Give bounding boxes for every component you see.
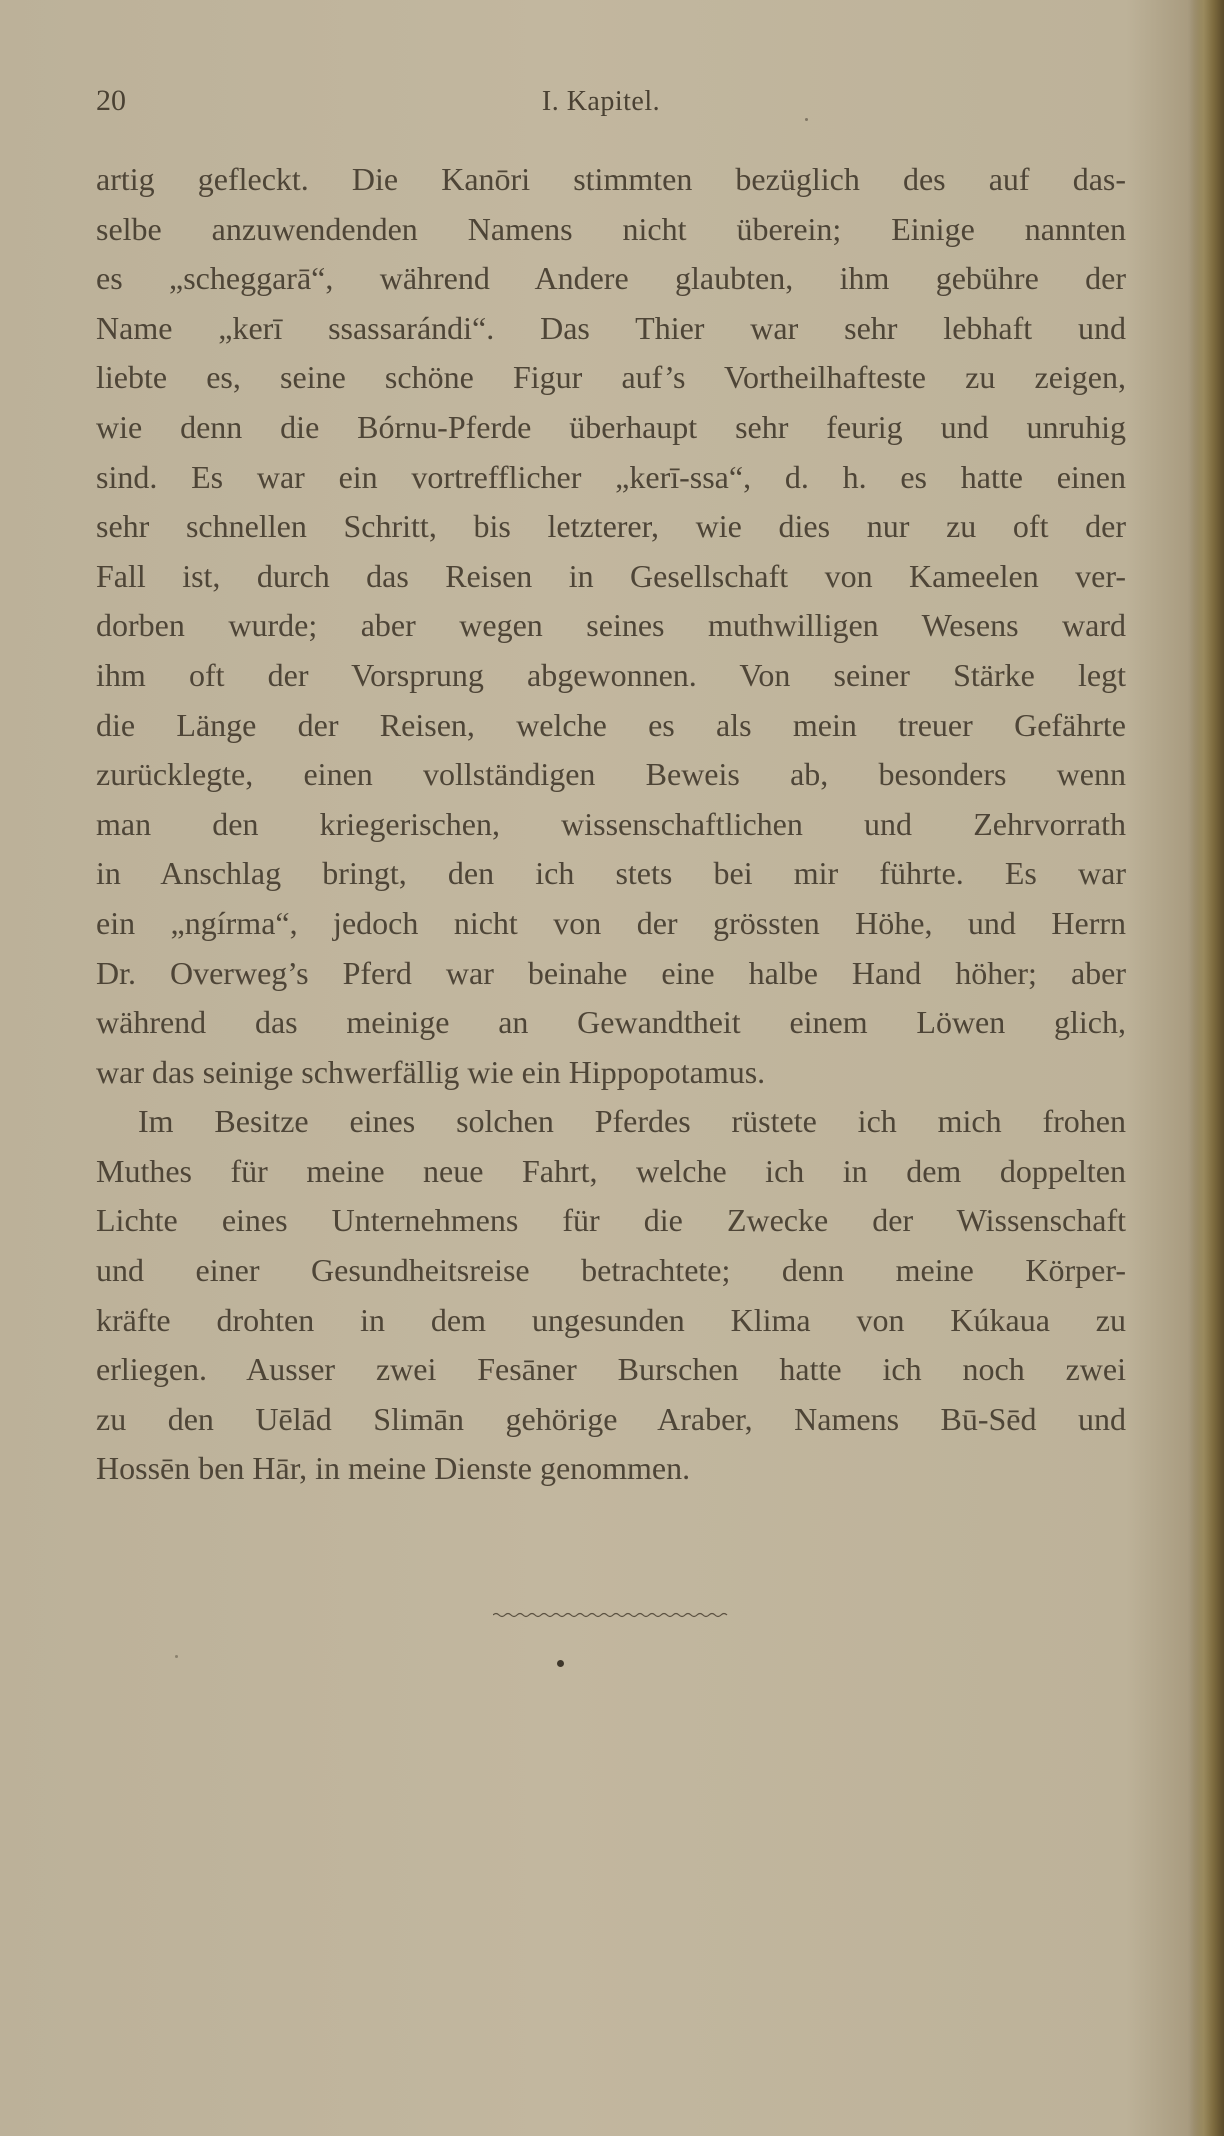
text-line: kräfte drohten in dem ungesunden Klima von Kúkaua zu [96, 1301, 1126, 1338]
text-line: sehr schnellen Schritt, bis letzterer, wie dies nur zu oft der [96, 508, 1126, 545]
text-line: Name „kerī ssassarándi“. Das Thier war sehr lebhaft und [96, 309, 1126, 346]
text-line: Muthes für meine neue Fahrt, welche ich in dem doppelten [96, 1152, 1126, 1189]
text-line: man den kriegerischen, wissenschaftlichen und Zehrvorrath [96, 805, 1126, 842]
text-line: die Länge der Reisen, welche es als mein treuer Gefährte [96, 706, 1126, 743]
paragraph-2 [96, 1097, 1126, 1494]
text-line: zu den Uēlād Slimān gehörige Araber, Namens Bū-Sēd und [96, 1400, 1126, 1437]
text-line: Dr. Overweg’s Pferd war beinahe eine halbe Hand höher; aber [96, 954, 1126, 991]
text-line: selbe anzuwendenden Namens nicht überein; Einige nannten [96, 210, 1126, 247]
text-line: artig gefleckt. Die Kanōri stimmten bezüglich des auf das- [96, 161, 1126, 197]
text-line: war das seinige schwerfällig wie ein Hippopotamus. [96, 1053, 766, 1090]
text-line: Hossēn ben Hār, in meine Dienste genommen. [96, 1450, 691, 1487]
text-line: es „scheggarā“, während Andere glaubten, ihm gebühre der [96, 260, 1126, 297]
ink-speck [175, 1655, 178, 1658]
text-line: wie denn die Bórnu-Pferde überhaupt sehr feurig und unruhig [96, 408, 1126, 445]
paragraph-1 [96, 155, 1126, 1097]
ink-speck [805, 118, 808, 121]
text-line: ein „ngírma“, jedoch nicht von der grössten Höhe, und Herrn [96, 904, 1126, 941]
page-number: 20 [96, 84, 126, 117]
end-ornament [493, 1612, 729, 1618]
body-text [96, 155, 1126, 1494]
text-line: Im Besitze eines solchen Pferdes rüstete ich mich frohen [138, 1103, 1126, 1140]
text-line: Fall ist, durch das Reisen in Gesellschaft von Kameelen ver- [96, 557, 1126, 594]
text-line: und einer Gesundheitsreise betrachtete; denn meine Körper- [96, 1252, 1126, 1289]
text-line: dorben wurde; aber wegen seines muthwilligen Wesens ward [96, 607, 1126, 644]
page-edge [1190, 0, 1224, 2136]
text-line: zurücklegte, einen vollständigen Beweis ab, besonders wenn [96, 756, 1126, 793]
ink-speck [557, 1660, 564, 1667]
text-line: in Anschlag bringt, den ich stets bei mir führte. Es war [96, 855, 1126, 892]
page-header [96, 84, 1126, 124]
text-line: erliegen. Ausser zwei Fesāner Burschen hatte ich noch zwei [96, 1351, 1126, 1388]
text-line: Lichte eines Unternehmens für die Zwecke der Wissenschaft [96, 1202, 1126, 1239]
text-line: sind. Es war ein vortrefflicher „kerī-ssa“, d. h. es hatte einen [96, 458, 1126, 495]
text-line: während das meinige an Gewandtheit einem Löwen glich, [96, 1004, 1126, 1041]
running-head: I. Kapitel. [541, 86, 661, 117]
text-line: liebte es, seine schöne Figur auf’s Vortheilhafteste zu zeigen, [96, 359, 1126, 396]
text-line: ihm oft der Vorsprung abgewonnen. Von seiner Stärke legt [96, 656, 1126, 693]
